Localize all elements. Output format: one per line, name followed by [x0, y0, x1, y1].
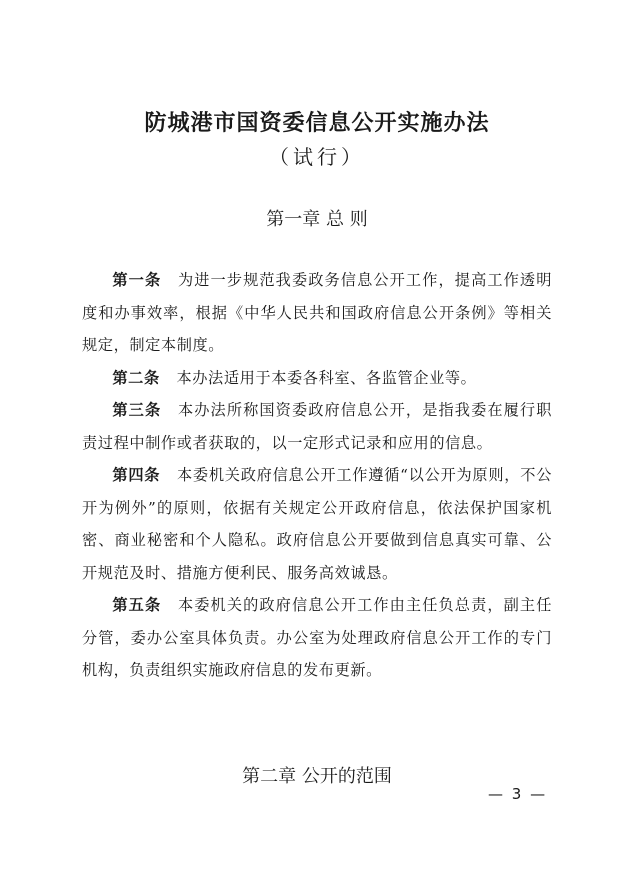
article-label: 第一条 — [112, 271, 162, 289]
chapter-heading-2: 第二章 公开的范围 — [242, 766, 392, 787]
article-3 — [82, 394, 552, 459]
article-5 — [82, 589, 552, 687]
page-number: — 3 — — [488, 785, 548, 803]
article-text: 本委机关的政府信息公开工作由主任负总责，副主任分管，委办公室具体负责。办公室为处理政府信息公开工作的专门机构，负责组织实施政府信息的发布更新。 — [82, 596, 552, 679]
article-text: 本办法适用于本委各科室、各监管企业等。 — [176, 368, 477, 387]
article-label: 第四条 — [112, 466, 161, 484]
article-1 — [82, 264, 552, 362]
chapter-heading-1: 第一章 总 则 — [266, 209, 368, 230]
article-4 — [82, 459, 552, 589]
document-subtitle: （试行） — [269, 145, 365, 169]
article-label: 第二条 — [112, 368, 160, 387]
article-2 — [82, 362, 552, 395]
article-text: 本委机关政府信息公开工作遵循“以公开为原则，不公开为例外”的原则，依据有关规定公开政府信息，依法保护国家机密、商业秘密和个人隐私。政府信息公开要做到信息真实可靠、公开规范及时、措施方便利民、服务高效诚恳。 — [82, 466, 552, 582]
document-title: 防城港市国资委信息公开实施办法 — [144, 111, 490, 136]
article-text: 本办法所称国资委政府信息公开，是指我委在履行职责过程中制作或者获取的，以一定形式记录和应用的信息。 — [82, 401, 552, 452]
articles-section — [82, 264, 552, 687]
article-label: 第三条 — [112, 401, 162, 419]
article-label: 第五条 — [112, 596, 162, 614]
article-text: 为进一步规范我委政务信息公开工作，提高工作透明度和办事效率，根据《中华人民共和国政府信息公开条例》等相关规定，制定本制度。 — [82, 271, 552, 354]
